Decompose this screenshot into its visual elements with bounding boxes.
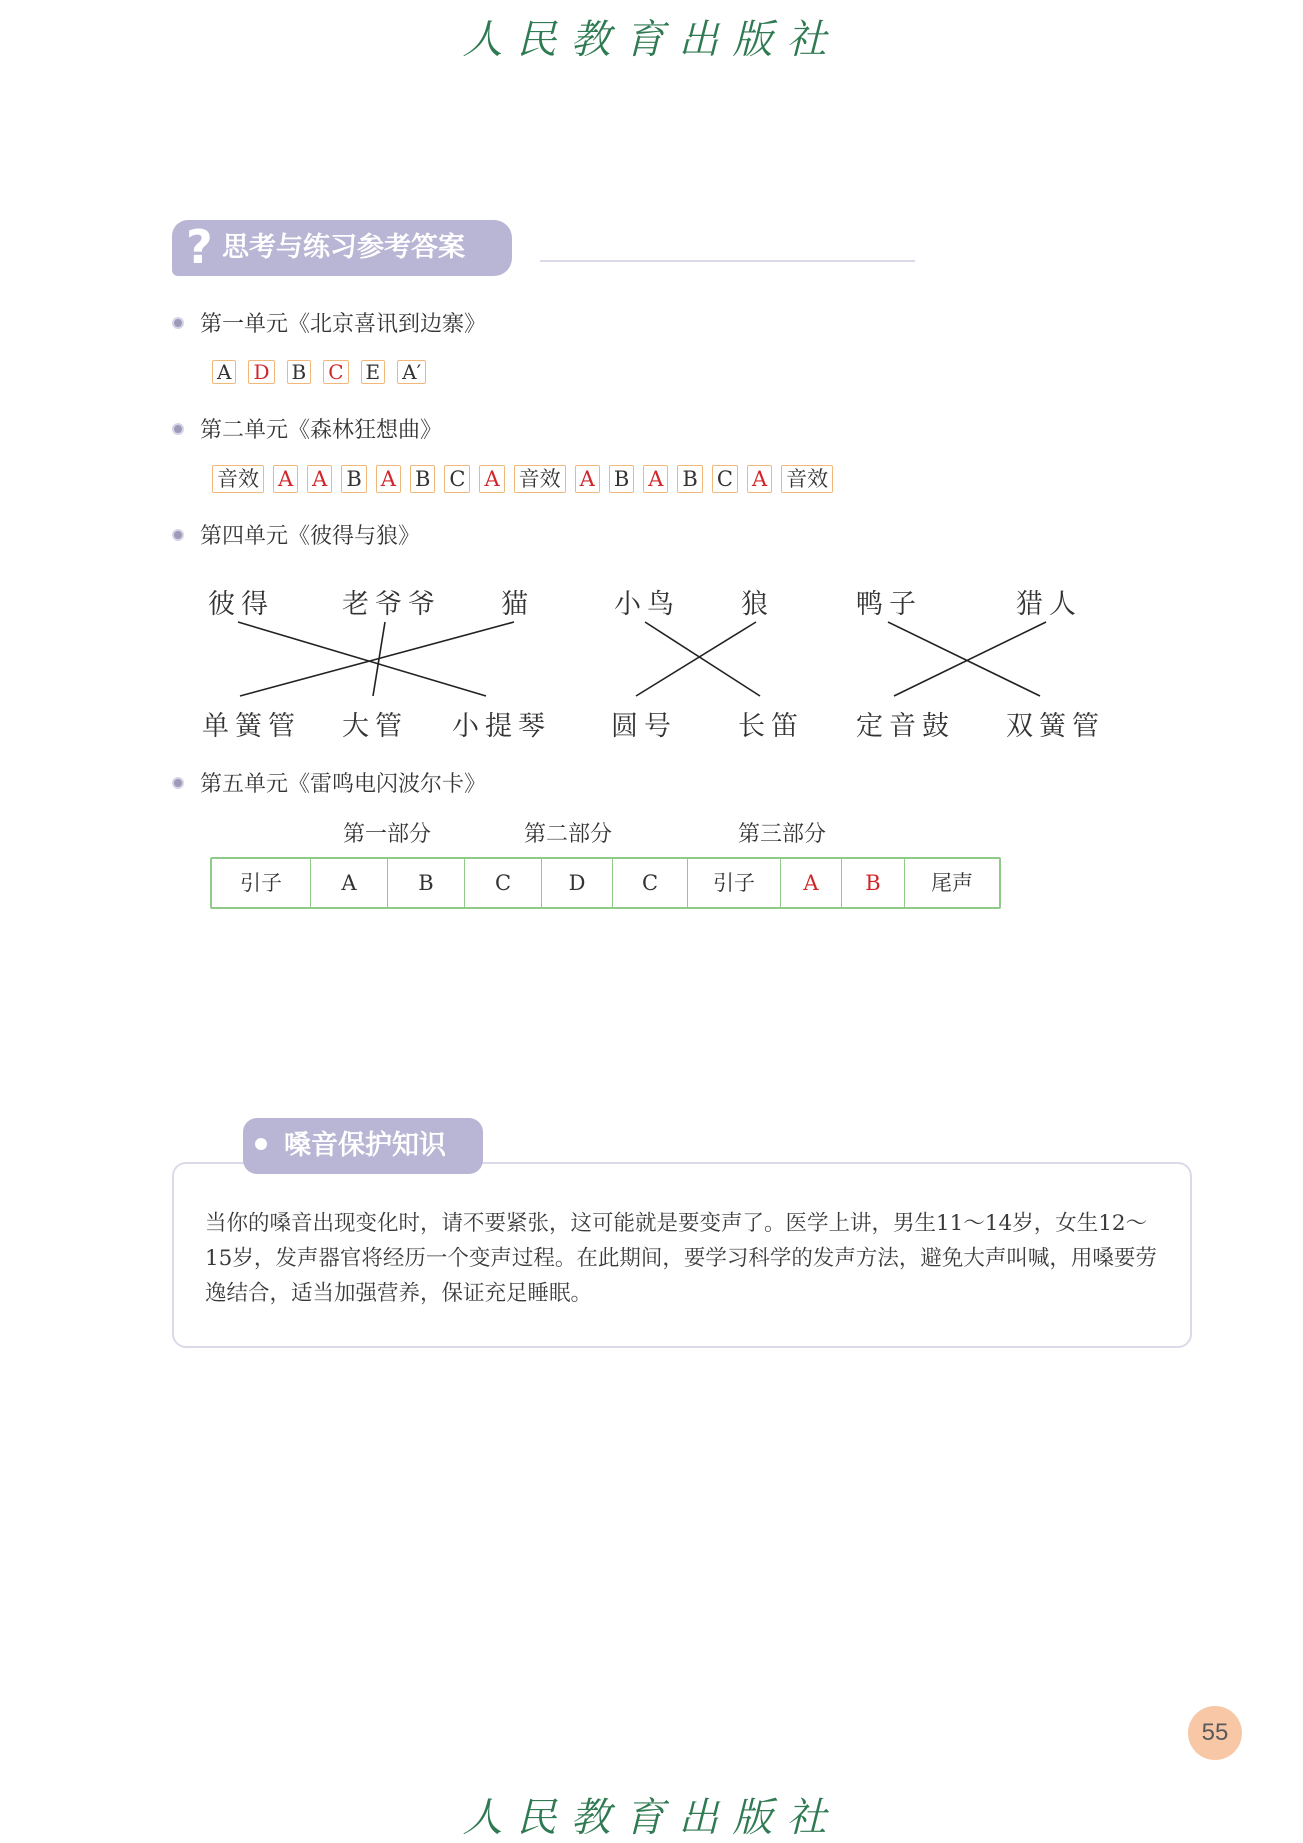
- answer-box: A: [575, 465, 600, 493]
- unit-4-title: 第四单元《彼得与狼》: [200, 524, 421, 549]
- table-cell: D: [542, 859, 613, 907]
- answer-box: 音效: [212, 465, 264, 493]
- match-line: [636, 622, 756, 696]
- answer-box: A: [307, 465, 332, 493]
- match-top-word: 猎人: [1016, 589, 1082, 620]
- answer-box: E: [361, 360, 386, 384]
- unit-1-title: 第一单元《北京喜讯到边寨》: [200, 312, 487, 337]
- musical-form-table: [210, 857, 1001, 909]
- unit-2-title: 第二单元《森林狂想曲》: [200, 418, 443, 443]
- match-line: [240, 622, 514, 696]
- match-bottom-word: 定音鼓: [856, 711, 955, 742]
- match-bottom-word: 单簧管: [202, 711, 301, 742]
- match-line: [645, 622, 760, 696]
- answer-box: C: [323, 360, 348, 384]
- dot-icon: [255, 1138, 267, 1150]
- match-bottom-word: 双簧管: [1006, 711, 1105, 742]
- answer-box: A: [376, 465, 401, 493]
- unit-5-title: 第五单元《雷鸣电闪波尔卡》: [200, 772, 487, 797]
- match-top-word: 狼: [741, 589, 774, 620]
- match-line: [894, 622, 1046, 696]
- tip-title: 嗓音保护知识: [284, 1130, 446, 1161]
- match-line: [888, 622, 1040, 696]
- answer-box: 音效: [781, 465, 833, 493]
- unit-5-heading: [172, 770, 486, 800]
- publisher-watermark-top: 人民教育出版社: [462, 17, 841, 63]
- answer-box: A: [273, 465, 298, 493]
- publisher-watermark-bottom: 人民教育出版社: [462, 1795, 841, 1841]
- answer-box: A: [643, 465, 668, 493]
- answer-box: A: [479, 465, 504, 493]
- match-top-word: 猫: [501, 589, 534, 620]
- question-mark-icon: ?: [186, 220, 213, 274]
- table-cell: 引子: [688, 859, 781, 907]
- table-cell: A: [311, 859, 388, 907]
- match-bottom-word: 长笛: [738, 711, 804, 742]
- answer-box: A: [212, 360, 236, 384]
- answer-box: B: [341, 465, 366, 493]
- match-top-word: 老爷爷: [342, 589, 441, 620]
- answer-box: A′: [397, 360, 426, 384]
- match-top-word: 彼得: [208, 589, 274, 620]
- table-cell: A: [781, 859, 842, 907]
- match-bottom-word: 圆号: [611, 711, 677, 742]
- part-label: 第三部分: [732, 817, 832, 848]
- match-top-word: 小鸟: [614, 589, 680, 620]
- table-cell: 引子: [212, 859, 311, 907]
- matching-lines: [0, 0, 1303, 800]
- tip-text: 当你的嗓音出现变化时，请不要紧张，这可能就是要变声了。医学上讲，男生11～14岁，女生12～15岁，发声器官将经历一个变声过程。在此期间，要学习科学的发声方法，避免大声叫喊，用嗓要劳逸结合，适当加强营养，保证充足睡眠。: [205, 1211, 1157, 1306]
- table-cell: B: [388, 859, 465, 907]
- answer-box: 音效: [514, 465, 566, 493]
- bullet-icon: [172, 777, 184, 789]
- part-label: 第一部分: [337, 817, 437, 848]
- answer-box: B: [410, 465, 435, 493]
- page-number: 55: [1188, 1706, 1242, 1760]
- answer-box: B: [287, 360, 312, 384]
- answer-box: A: [747, 465, 772, 493]
- match-bottom-word: 小提琴: [452, 711, 551, 742]
- table-cell: B: [842, 859, 905, 907]
- answer-box: B: [677, 465, 702, 493]
- table-cell: C: [613, 859, 688, 907]
- part-label: 第二部分: [518, 817, 618, 848]
- match-top-word: 鸭子: [856, 589, 922, 620]
- section-title: 思考与练习参考答案: [222, 232, 465, 263]
- answer-box: B: [609, 465, 634, 493]
- answer-box: D: [248, 360, 274, 384]
- table-cell: C: [465, 859, 542, 907]
- answer-box: C: [712, 465, 738, 493]
- answer-box: C: [444, 465, 470, 493]
- match-bottom-word: 大管: [342, 711, 408, 742]
- table-cell: 尾声: [931, 871, 973, 895]
- match-line: [238, 622, 486, 696]
